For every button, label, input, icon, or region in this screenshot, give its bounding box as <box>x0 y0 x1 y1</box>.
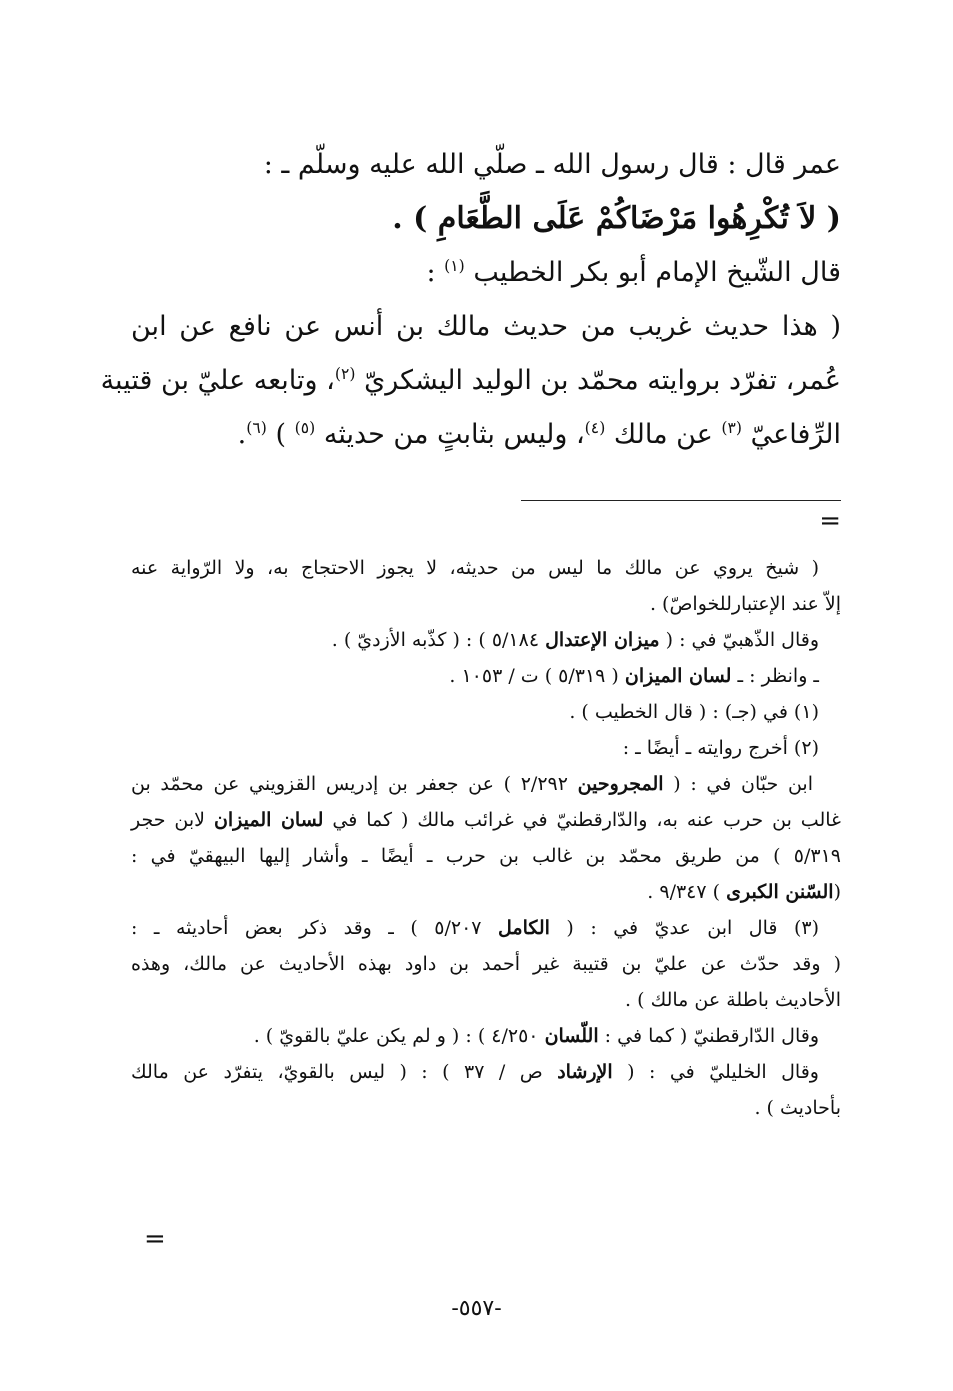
footnote-ref: (٥) <box>294 418 316 437</box>
footnote-1: (١) في (جـ) : ( قال الخطيب ) . <box>569 701 819 723</box>
footnote-line: بأحاديث ) . <box>754 1097 841 1119</box>
footnote-line: ابن حبّان في : ( المجروحين ٢/٢٩٢ ) عن جعفر بن إدريس القزويني عن محمّد بن <box>131 773 813 795</box>
footnote-ref: (٤) <box>584 418 606 437</box>
book-title: لسان الميزان <box>624 665 732 687</box>
footnote-separator <box>521 500 841 501</box>
book-title: المجروحين <box>577 773 664 795</box>
footnote-line: غالب بن حرب عنه به، والدّارقطنيّ في غرائب مالك ( كما في لسان الميزان لابن حجر <box>131 809 841 831</box>
continuation-mark-bottom: = <box>144 1224 166 1254</box>
main-line-6: الرِّفاعيّ $^{(٣)}$ عن مالك $^{(٤)}$، وليس بثابتٍ من حديثه $^{(٥)}$ ) $^{(٦)}$. <box>237 418 841 450</box>
book-title: الكامل <box>498 917 550 939</box>
book-title: السّنن الكبرى <box>726 881 834 903</box>
hadith-text: ( لاَ تُكْرِهُوا مَرْضَاكُمْ عَلَى الطَّعَامِ ) . <box>392 201 841 236</box>
footnote-2: (٢) أخرج روايته ـ أيضًا ـ : <box>622 737 819 759</box>
footnote-ref: (٢) <box>334 364 356 383</box>
footnote-line: وقال الدّارقطنيّ ( كما في : اللّسان ٤/٢٥٠ ) : ( و لم يكن عليّ بالقويّ ) . <box>253 1025 819 1047</box>
main-text <box>100 138 841 462</box>
footnote-line: إلاّ عند الإعتبارللخواصّ) . <box>649 593 841 615</box>
footnote-line: (السّنن الكبرى ) ٩/٣٤٧ . <box>647 881 841 903</box>
footnote-line: ( شيخ يروي عن مالك ما ليس من حديثه، لا يجوز الاحتجاج به، ولا الرّواية عنه <box>131 557 819 579</box>
main-line-3: قال الشّيخ الإمام أبو بكر الخطيب $^{(١)}$ : <box>426 256 841 288</box>
main-line-4: ( هذا حديث غريب من حديث مالك بن أنس عن نافع عن ابن <box>131 311 841 342</box>
footnote-line: ـ وانظر : ـ لسان الميزان ( ٥/٣١٩ ) ت / ١٠٥٣ . <box>449 665 819 687</box>
footnote-line: الأحاديث باطلة عن مالك ) . <box>625 989 841 1011</box>
book-title: ميزان الإعتدال <box>545 629 660 651</box>
main-line-1: عمر قال : قال رسول الله ـ صلّي الله عليه وسلّم ـ : <box>263 149 841 180</box>
footnotes <box>131 550 841 1126</box>
footnote-ref: (٣) <box>721 418 743 437</box>
book-title: اللّسان <box>544 1025 599 1047</box>
book-title: الإرشاد <box>557 1061 613 1083</box>
footnote-line: ( وقد حدّث عن عليّ بن قتيبة غير أحمد بن داود بهذه الأحاديث عن مالك، وهذه <box>131 953 841 975</box>
main-line-5: عُمر، تفرّد بروايته محمّد بن الوليد اليشكريّ $^{(٢)}$، وتابعه عليّ بن قتيبة <box>100 364 841 396</box>
footnote-line: وقال الخليليّ في : ( الإرشاد ص / ٣٧ ) : ( ليس بالقويّ، يتفرّد عن مالك <box>131 1061 819 1083</box>
footnote-ref: (٦) <box>246 418 267 437</box>
footnote-line: وقال الذّهبيّ في : ( ميزان الإعتدال ٥/١٨٤ ) : ( كذّبه الأزديّ ) . <box>331 629 819 651</box>
footnote-3: (٣) قال ابن عديّ في : ( الكامل ٥/٢٠٧ ) ـ وقد ذكر بعض أحاديثه ـ : <box>131 917 820 939</box>
page-number: -٥٥٧- <box>451 1296 502 1321</box>
footnote-line: ٥/٣١٩ ) من طريق محمّد بن غالب بن حرب ـ أيضًا ـ وأشار إليها البيهقيّ في : <box>131 845 841 867</box>
book-title: لسان الميزان <box>213 809 324 831</box>
continuation-mark-top: = <box>819 506 841 536</box>
footnote-ref: (١) <box>444 256 465 275</box>
